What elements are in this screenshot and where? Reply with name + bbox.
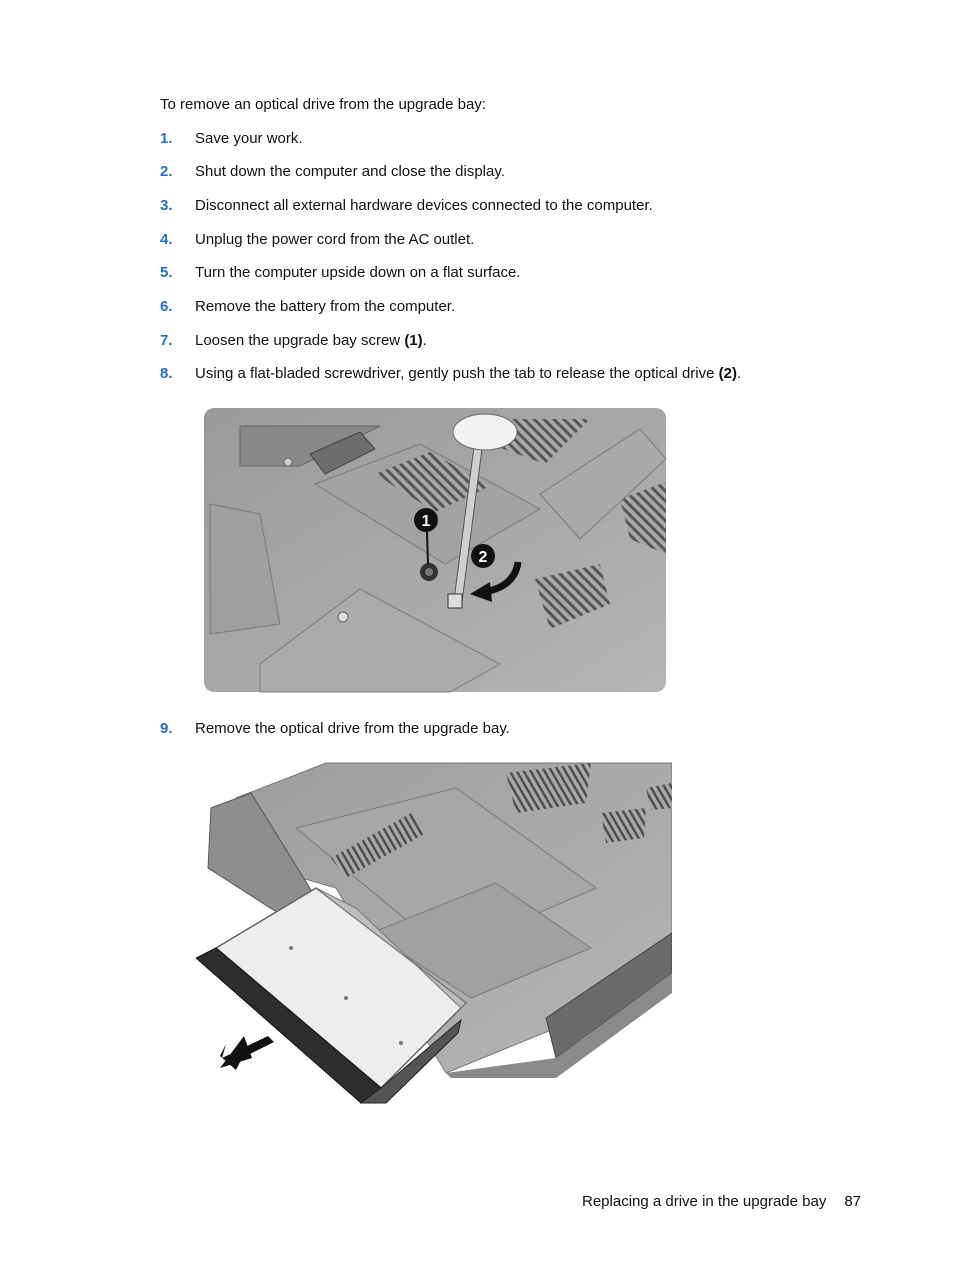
- step-text: Disconnect all external hardware devices connected to the computer.: [195, 197, 653, 214]
- step-text: Unplug the power cord from the AC outlet.: [195, 231, 475, 248]
- intro-text: To remove an optical drive from the upgrade bay:: [160, 96, 487, 113]
- step-number: 4.: [160, 231, 173, 248]
- step-number: 3.: [160, 197, 173, 214]
- footer-title: Replacing a drive in the upgrade bay: [582, 1193, 827, 1210]
- step-text: Turn the computer upside down on a flat surface.: [195, 264, 521, 281]
- step-number: 8.: [160, 365, 173, 382]
- step-text: Remove the battery from the computer.: [195, 298, 456, 315]
- callout-1-label: 1: [421, 513, 431, 530]
- step-text: Save your work.: [195, 130, 303, 147]
- step-number: 6.: [160, 298, 173, 315]
- step-number: 7.: [160, 332, 173, 349]
- release-optical-drive-illustration: [200, 404, 670, 696]
- page-footer: [582, 1193, 861, 1210]
- step-text: Using a flat-bladed screwdriver, gently push the tab to release the optical drive (2).: [195, 365, 742, 382]
- page-number: 87: [844, 1193, 862, 1210]
- step-number: 2.: [160, 163, 173, 180]
- step-text: Loosen the upgrade bay screw (1).: [195, 332, 427, 349]
- step-number: 1.: [160, 130, 173, 147]
- step-number: 9.: [160, 720, 173, 737]
- callout-2-label: 2: [478, 549, 488, 566]
- remove-optical-drive-illustration: [196, 758, 672, 1110]
- step-number: 5.: [160, 264, 173, 281]
- step-text: Shut down the computer and close the display.: [195, 163, 505, 180]
- step-text: Remove the optical drive from the upgrade bay.: [195, 720, 510, 737]
